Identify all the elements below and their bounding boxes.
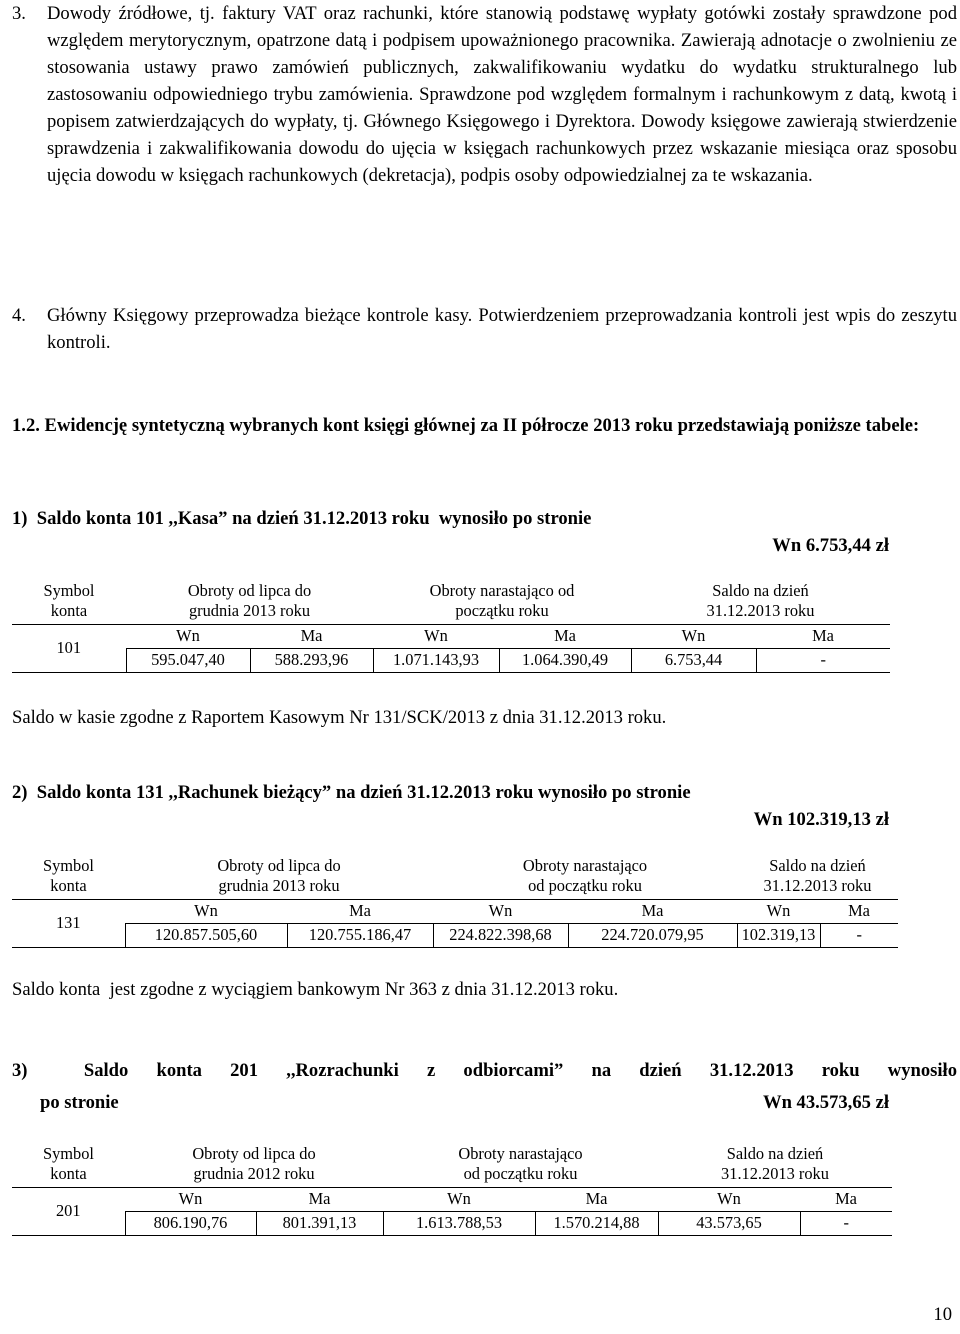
table-2-note: Saldo konta jest zgodne z wyciągiem bankowym Nr 363 z dnia 31.12.2013 roku. [12, 979, 619, 1000]
value-cell: 120.755.186,47 [287, 923, 433, 947]
table-3-amount: Wn 43.573,65 zł [762, 1092, 889, 1113]
header-turnover: Obroty od lipca do grudnia 2012 roku [125, 1141, 383, 1187]
page-number: 10 [933, 1304, 952, 1325]
value-cell: - [820, 923, 898, 947]
paragraph-number: 3. [12, 3, 26, 24]
side-label: Wn [424, 626, 448, 645]
value-cell: 120.857.505,60 [125, 923, 287, 947]
side-label: Ma [848, 901, 870, 920]
account-symbol: 131 [12, 899, 125, 947]
side-label: Ma [585, 1189, 608, 1208]
value-cell: 801.391,13 [256, 1211, 383, 1235]
table-3-title: 3) Saldo konta 201 ,,Rozrachunki z odbiorcami” na dzień 31.12.2013 roku wynosiło [12, 1060, 957, 1081]
side-label: Wn [194, 901, 218, 920]
header-balance: Saldo na dzień 31.12.2013 roku [737, 853, 898, 899]
value-cell: 43.573,65 [658, 1211, 800, 1235]
header-cumulative: Obroty narastająco od początku roku [383, 1141, 658, 1187]
value-cell: 102.319,13 [737, 923, 820, 947]
header-cumulative: Obroty narastająco od początku roku [433, 853, 737, 899]
side-label: Wn [176, 626, 200, 645]
side-label: Wn [717, 1189, 741, 1208]
table-2-title: 2) Saldo konta 131 ,,Rachunek bieżący” na dzień 31.12.2013 roku wynosiło po stronie [12, 782, 691, 803]
side-label: Ma [308, 1189, 331, 1208]
account-symbol: 201 [12, 1187, 125, 1235]
account-symbol: 101 [12, 624, 126, 672]
value-cell: 1.613.788,53 [383, 1211, 535, 1235]
section-heading: 1.2. Ewidencję syntetyczną wybranych kont księgi głównej za II półrocze 2013 roku przedstawiają poniższe tabele: [12, 415, 920, 436]
account-table-201 [12, 1141, 892, 1236]
header-turnover: Obroty od lipca do grudnia 2013 roku [125, 853, 433, 899]
value-cell: 1.064.390,49 [499, 648, 631, 672]
header-balance: Saldo na dzień 31.12.2013 roku [658, 1141, 892, 1187]
paragraph-text: Główny Księgowy przeprowadza bieżące kontrole kasy. Potwierdzeniem przeprowadzania kontroli jest wpis do zeszytu kontroli. [47, 305, 957, 353]
paragraph-text: Dowody źródłowe, tj. faktury VAT oraz rachunki, które stanowią podstawę wypłaty gotówki zostały sprawdzone pod względem merytorycznym, opatrzone datą i podpisem upoważnionego pracownika. Zawierają adnotacje o zwolnieniu ze stosowania ustawy prawo zamówień publicznych, zakwalifikowaniu wydatku do wydatku strukturalnego lub zastosowaniu odpowiedniego trybu zamówienia. Sprawdzone pod względem formalnym i rachunkowym z datą, kwotą i popisem zatwierdzających do wypłaty, tj. Głównego Księgowego i Dyrektora. Dowody księgowe zawierają stwierdzenie sprawdzenia i zakwalifikowania dowodu do ujęcia w księgach rachunkowych przez wskazanie miesiąca oraz sposobu ujęcia dowodu w księgach rachunkowych (dekretacja), podpis osoby odpowiedzialnej za te wskazania. [47, 3, 957, 186]
side-label: Ma [554, 626, 576, 645]
header-balance: Saldo na dzień 31.12.2013 roku [631, 578, 890, 624]
header-symbol: Symbol konta [42, 855, 94, 895]
side-label: Ma [349, 901, 371, 920]
header-symbol: Symbol konta [43, 580, 95, 620]
side-label: Wn [488, 901, 513, 920]
value-cell: 6.753,44 [631, 648, 756, 672]
side-label: Ma [641, 901, 664, 920]
table-2-amount: Wn 102.319,13 zł [753, 809, 889, 830]
account-table-101 [12, 578, 890, 673]
header-cumulative: Obroty narastająco od początku roku [373, 578, 631, 624]
side-label: Wn [178, 1189, 203, 1208]
table-3-title-continued: po stronie [40, 1092, 119, 1113]
table-1-amount: Wn 6.753,44 zł [772, 535, 889, 556]
value-cell: - [800, 1211, 892, 1235]
value-cell: 224.822.398,68 [433, 923, 568, 947]
account-table-131 [12, 853, 898, 948]
value-cell: 1.570.214,88 [535, 1211, 658, 1235]
header-symbol: Symbol konta [42, 1143, 94, 1183]
header-turnover: Obroty od lipca do grudnia 2013 roku [126, 578, 373, 624]
value-cell: 224.720.079,95 [568, 923, 737, 947]
value-cell: 595.047,40 [126, 648, 250, 672]
paragraph-4 [12, 302, 957, 356]
value-cell: 806.190,76 [125, 1211, 256, 1235]
side-label: Ma [300, 626, 323, 645]
value-cell: - [756, 648, 890, 672]
table-1-title: 1) Saldo konta 101 ,,Kasa” na dzień 31.12.2013 roku wynosiło po stronie [12, 508, 592, 529]
paragraph-3 [12, 0, 957, 189]
value-cell: 588.293,96 [250, 648, 373, 672]
side-label: Ma [835, 1189, 857, 1208]
side-label: Wn [766, 901, 791, 920]
table-1-note: Saldo w kasie zgodne z Raportem Kasowym Nr 131/SCK/2013 z dnia 31.12.2013 roku. [12, 707, 667, 728]
paragraph-number: 4. [12, 305, 26, 326]
value-cell: 1.071.143,93 [373, 648, 499, 672]
side-label: Ma [812, 626, 834, 645]
side-label: Wn [681, 626, 706, 645]
side-label: Wn [447, 1189, 471, 1208]
